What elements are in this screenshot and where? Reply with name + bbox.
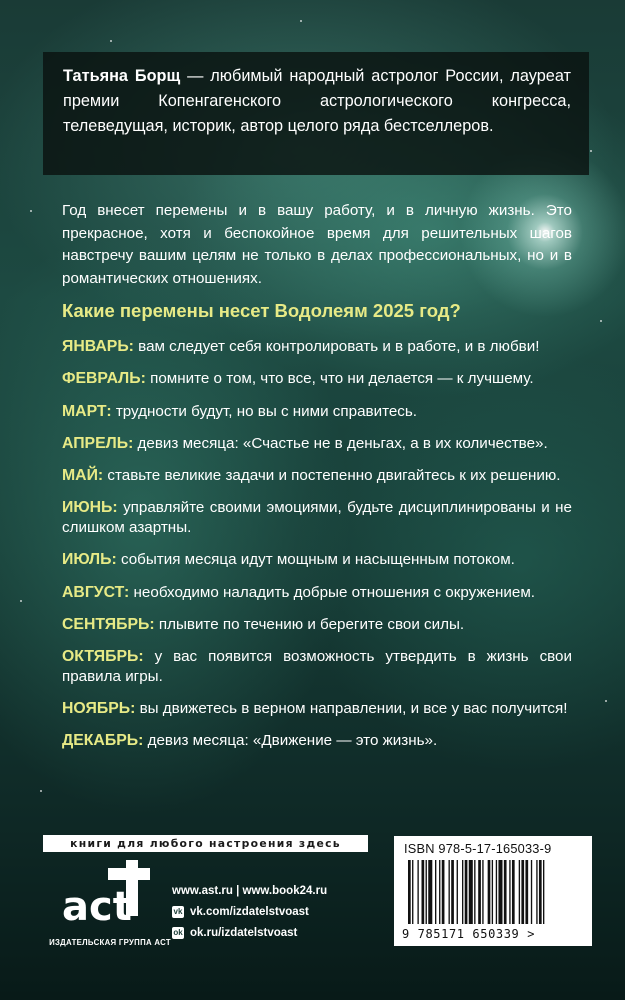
monthly-forecast-list xyxy=(62,337,572,764)
month-name: ЯНВАРЬ: xyxy=(62,338,134,355)
month-item xyxy=(62,402,572,422)
barcode-bar xyxy=(462,860,463,924)
month-name: ИЮНЬ: xyxy=(62,499,118,517)
month-name: ОКТЯБРЬ: xyxy=(62,648,144,666)
month-name: АВГУСТ: xyxy=(62,583,130,601)
month-item xyxy=(62,583,572,603)
month-name: АПРЕЛЬ: xyxy=(62,434,134,452)
month-text: у вас появится возможность утвердить в жизнь свои правила игры. xyxy=(62,648,572,685)
month-item xyxy=(62,498,572,537)
month-item xyxy=(62,699,572,719)
month-text: ставьте великие задачи и постепенно двигайтесь к их решению. xyxy=(103,467,561,485)
ok-icon: ok xyxy=(173,927,183,937)
barcode-bar xyxy=(521,860,524,924)
month-text: события месяца идут мощным и насыщенным потоком. xyxy=(116,551,515,569)
barcode-bar xyxy=(465,860,468,924)
vk-link[interactable]: vk.com/izdatelstvoast xyxy=(190,905,309,918)
forecast-heading: Какие перемены несет Водолеям 2025 год? xyxy=(62,300,461,321)
month-text: вам следует себя контролировать и в работе, и в любви! xyxy=(133,338,540,355)
barcode-bar xyxy=(519,860,520,924)
vk-row xyxy=(172,901,327,922)
barcode-bar xyxy=(428,860,432,924)
month-text: девиз месяца: «Движение — это жизнь». xyxy=(143,732,438,750)
barcode-bar xyxy=(504,860,507,924)
barcode-bar xyxy=(474,860,475,924)
barcode-bar xyxy=(478,860,481,924)
logo-text: act xyxy=(62,884,132,930)
barcode-bar xyxy=(408,860,411,924)
author-name: Татьяна Борщ xyxy=(63,67,181,85)
barcode-bar xyxy=(496,860,497,924)
barcode-bar xyxy=(457,860,458,924)
month-item xyxy=(62,615,572,635)
month-name: МАЙ: xyxy=(62,467,104,485)
star xyxy=(40,790,42,792)
star xyxy=(30,210,32,212)
websites-link[interactable]: www.ast.ru | www.book24.ru xyxy=(172,884,328,897)
barcode-bar xyxy=(536,860,537,924)
isbn-label: ISBN 978-5-17-165033-9 xyxy=(404,841,552,856)
star xyxy=(20,600,22,602)
barcode-bar xyxy=(422,860,425,924)
star xyxy=(110,40,112,42)
barcode-bar xyxy=(525,860,528,924)
barcode-bar xyxy=(426,860,427,924)
month-name: ИЮЛЬ: xyxy=(62,551,117,569)
month-text: трудности будут, но вы с ними справитесь. xyxy=(111,402,418,420)
author-bio-text: — любимый народный астролог России, лауреат премии Копенгагенского астрологического конгресса, телеведущая, историк, автор целого ряда бестселлеров. xyxy=(63,67,571,135)
ok-row xyxy=(172,922,327,943)
month-text: помните о том, что все, что ни делается — к лучшему. xyxy=(145,370,534,388)
month-name: СЕНТЯБРЬ: xyxy=(62,615,155,633)
month-name: ФЕВРАЛЬ: xyxy=(62,370,146,388)
publisher-logo xyxy=(58,860,150,932)
barcode-bar xyxy=(442,860,445,924)
barcode-bar xyxy=(488,860,491,924)
barcode-box xyxy=(394,836,592,946)
ok-link[interactable]: ok.ru/izdatelstvoast xyxy=(190,926,298,939)
barcode-icon xyxy=(404,860,582,926)
month-item xyxy=(62,369,572,389)
publisher-name: ИЗДАТЕЛЬСКАЯ ГРУППА АСТ xyxy=(49,938,171,947)
month-name: МАРТ: xyxy=(62,402,112,420)
intro-paragraph: Год внесет перемены и в вашу работу, и в личную жизнь. Это прекрасное, хотя и беспокойное время для решительных шагов навстречу вашим целям не только в делах профессиональных, но и в романтических отношениях. xyxy=(62,202,572,287)
barcode-bar xyxy=(469,860,473,924)
barcode-digits: 9 785171 650339 > xyxy=(402,927,536,941)
tagline-banner: книги для любого настроения здесь xyxy=(43,835,368,852)
month-text: плывите по течению и берегите свои силы. xyxy=(154,615,465,633)
star xyxy=(605,700,607,702)
barcode-bar xyxy=(439,860,440,924)
month-item xyxy=(62,647,572,686)
star xyxy=(600,320,602,322)
barcode-bar xyxy=(492,860,493,924)
barcode-bar xyxy=(451,860,454,924)
barcode-bar xyxy=(509,860,510,924)
month-item xyxy=(62,466,572,486)
month-text: девиз месяца: «Счастье не в деньгах, а в их количестве». xyxy=(133,434,548,452)
barcode-bar xyxy=(543,860,544,924)
month-text: необходимо наладить добрые отношения с окружением. xyxy=(129,583,535,601)
month-text: вы движетесь в верном направлении, и все у вас получится! xyxy=(135,699,568,717)
star xyxy=(300,20,302,22)
barcode-bar xyxy=(531,860,532,924)
month-name: ДЕКАБРЬ: xyxy=(62,732,144,750)
month-name: НОЯБРЬ: xyxy=(62,699,136,717)
star xyxy=(590,150,592,152)
websites-row xyxy=(172,880,327,901)
barcode-bar xyxy=(539,860,542,924)
barcode-bar xyxy=(435,860,436,924)
barcode-bar xyxy=(412,860,413,924)
month-text: управляйте своими эмоциями, будьте дисциплинированы и не слишком азартны. xyxy=(62,499,572,536)
barcode-bar xyxy=(512,860,515,924)
author-bio-box xyxy=(43,52,589,175)
month-item xyxy=(62,550,572,570)
barcode-bar xyxy=(482,860,483,924)
barcode-bar xyxy=(449,860,450,924)
month-item xyxy=(62,337,572,357)
month-item xyxy=(62,731,572,751)
month-item xyxy=(62,434,572,454)
barcode-bar xyxy=(498,860,502,924)
footer-links xyxy=(172,880,327,943)
barcode-bar xyxy=(417,860,418,924)
vk-icon: vk xyxy=(173,906,183,916)
